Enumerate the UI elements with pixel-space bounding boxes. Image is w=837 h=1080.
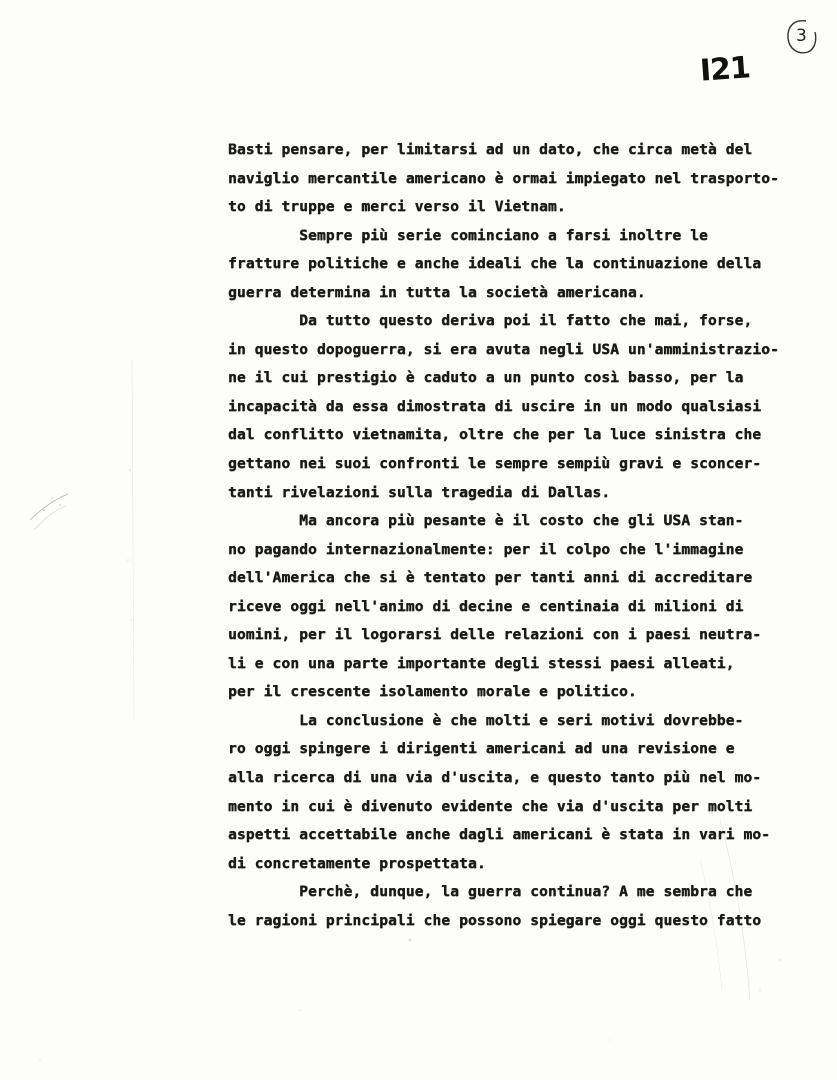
folio-number: I21 — [698, 50, 752, 89]
text-line: fratture politiche e anche ideali che la continuazione della — [228, 255, 762, 273]
text-line: naviglio mercantile americano è ormai impiegato nel trasporto- — [228, 169, 779, 187]
text-line: riceve oggi nell'animo di decine e centinaia di milioni di — [228, 597, 744, 615]
text-line: di concretamente prospettata. — [228, 854, 486, 872]
text-line: guerra determina in tutta la società americana. — [228, 283, 646, 301]
text-line: dal conflitto vietnamita, oltre che per la luce sinistra che — [228, 426, 762, 444]
text-line: tanti rivelazioni sulla tragedia di Dallas. — [228, 483, 611, 501]
text-line: dell'America che si è tentato per tanti anni di accreditare — [228, 569, 753, 587]
text-line: to di truppe e merci verso il Vietnam. — [228, 198, 566, 216]
text-line: ne il cui prestigio è caduto a un punto così basso, per la — [228, 369, 744, 387]
text-line: ro oggi spingere i dirigenti americani ad una revisione e — [228, 740, 735, 758]
text-line: per il crescente isolamento morale e politico. — [228, 683, 637, 701]
text-line: in questo dopoguerra, si era avuta negli USA un'amministrazio- — [228, 340, 779, 358]
text-line: Basti pensare, per limitarsi ad un dato, che circa metà del — [228, 141, 753, 158]
page-number-circled: 3 — [796, 26, 807, 46]
text-line: uomini, per il logorarsi delle relazioni con i paesi neutra- — [228, 626, 762, 644]
text-line: le ragioni principali che possono spiegare oggi questo fatto — [228, 911, 762, 929]
text-line: gettano nei suoi confronti le sempre sempiù gravi e sconcer- — [228, 455, 762, 473]
text-line: Ma ancora più pesante è il costo che gli USA stan- — [228, 512, 744, 530]
text-line: alla ricerca di una via d'uscita, e questo tanto più nel mo- — [228, 769, 762, 787]
text-line: Sempre più serie cominciano a farsi inoltre le — [228, 226, 708, 244]
text-line: La conclusione è che molti e seri motivi dovrebbe- — [228, 711, 744, 729]
text-line: Perchè, dunque, la guerra continua? A me sembra che — [228, 883, 753, 901]
text-line: li e con una parte importante degli stessi paesi alleati, — [228, 654, 735, 672]
text-line: Da tutto questo deriva poi il fatto che mai, forse, — [228, 312, 753, 330]
text-line: no pagando internazionalmente: per il colpo che l'immagine — [228, 540, 744, 558]
text-line: incapacità da essa dimostrata di uscire in un modo qualsiasi — [228, 397, 762, 415]
text-line: aspetti accettabile anche dagli americani è stata in vari mo- — [228, 826, 771, 844]
text-line: mento in cui è divenuto evidente che via d'uscita per molti — [228, 797, 753, 815]
typed-body — [228, 136, 828, 935]
